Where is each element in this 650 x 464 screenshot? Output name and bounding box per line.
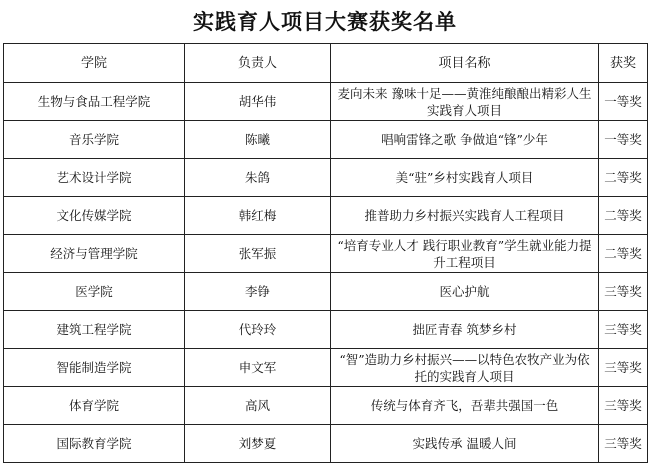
table-row bbox=[4, 311, 648, 349]
project-cell: 美“驻”乡村实践育人项目 bbox=[331, 159, 599, 197]
table-row bbox=[4, 273, 648, 311]
leader-cell: 胡华伟 bbox=[185, 83, 331, 121]
project-cell: “培育专业人才 践行职业教育”学生就业能力提升工程项目 bbox=[331, 235, 599, 273]
table-row bbox=[4, 387, 648, 425]
college-cell: 国际教育学院 bbox=[4, 425, 185, 463]
project-cell: 推普助力乡村振兴实践育人工程项目 bbox=[331, 197, 599, 235]
college-cell: 医学院 bbox=[4, 273, 185, 311]
college-cell: 体育学院 bbox=[4, 387, 185, 425]
award-cell: 一等奖 bbox=[599, 83, 648, 121]
leader-cell: 韩红梅 bbox=[185, 197, 331, 235]
project-cell: “智”造助力乡村振兴——以特色农牧产业为依托的实践育人项目 bbox=[331, 349, 599, 387]
project-cell: 拙匠青春 筑梦乡村 bbox=[331, 311, 599, 349]
table-row bbox=[4, 159, 648, 197]
leader-cell: 朱鸽 bbox=[185, 159, 331, 197]
header-leader: 负责人 bbox=[185, 44, 331, 83]
table-row bbox=[4, 235, 648, 273]
header-project: 项目名称 bbox=[331, 44, 599, 83]
award-cell: 三等奖 bbox=[599, 311, 648, 349]
leader-cell: 刘梦夏 bbox=[185, 425, 331, 463]
college-cell: 文化传媒学院 bbox=[4, 197, 185, 235]
award-cell: 二等奖 bbox=[599, 197, 648, 235]
award-cell: 三等奖 bbox=[599, 387, 648, 425]
award-cell: 三等奖 bbox=[599, 349, 648, 387]
award-cell: 三等奖 bbox=[599, 273, 648, 311]
college-cell: 经济与管理学院 bbox=[4, 235, 185, 273]
college-cell: 建筑工程学院 bbox=[4, 311, 185, 349]
table-row bbox=[4, 83, 648, 121]
award-cell: 二等奖 bbox=[599, 235, 648, 273]
page-title: 实践育人项目大赛获奖名单 bbox=[193, 9, 457, 34]
header-college: 学院 bbox=[4, 44, 185, 83]
table-row bbox=[4, 349, 648, 387]
project-cell: 麦向未来 豫味十足——黄淮纯酿酿出精彩人生实践育人项目 bbox=[331, 83, 599, 121]
college-cell: 生物与食品工程学院 bbox=[4, 83, 185, 121]
table-row bbox=[4, 197, 648, 235]
award-cell: 三等奖 bbox=[599, 425, 648, 463]
project-cell: 传统与体育齐飞，吾辈共强国一色 bbox=[331, 387, 599, 425]
project-cell: 医心护航 bbox=[331, 273, 599, 311]
table-header-row bbox=[4, 44, 648, 83]
award-table bbox=[3, 43, 648, 463]
award-cell: 二等奖 bbox=[599, 159, 648, 197]
project-cell: 实践传承 温暖人间 bbox=[331, 425, 599, 463]
leader-cell: 申文军 bbox=[185, 349, 331, 387]
college-cell: 音乐学院 bbox=[4, 121, 185, 159]
leader-cell: 高风 bbox=[185, 387, 331, 425]
project-cell: 唱响雷锋之歌 争做追“锋”少年 bbox=[331, 121, 599, 159]
college-cell: 艺术设计学院 bbox=[4, 159, 185, 197]
table-row bbox=[4, 121, 648, 159]
college-cell: 智能制造学院 bbox=[4, 349, 185, 387]
header-award: 获奖 bbox=[599, 44, 648, 83]
leader-cell: 张军振 bbox=[185, 235, 331, 273]
leader-cell: 代玲玲 bbox=[185, 311, 331, 349]
leader-cell: 陈曦 bbox=[185, 121, 331, 159]
leader-cell: 李铮 bbox=[185, 273, 331, 311]
award-cell: 一等奖 bbox=[599, 121, 648, 159]
table-row bbox=[4, 425, 648, 463]
